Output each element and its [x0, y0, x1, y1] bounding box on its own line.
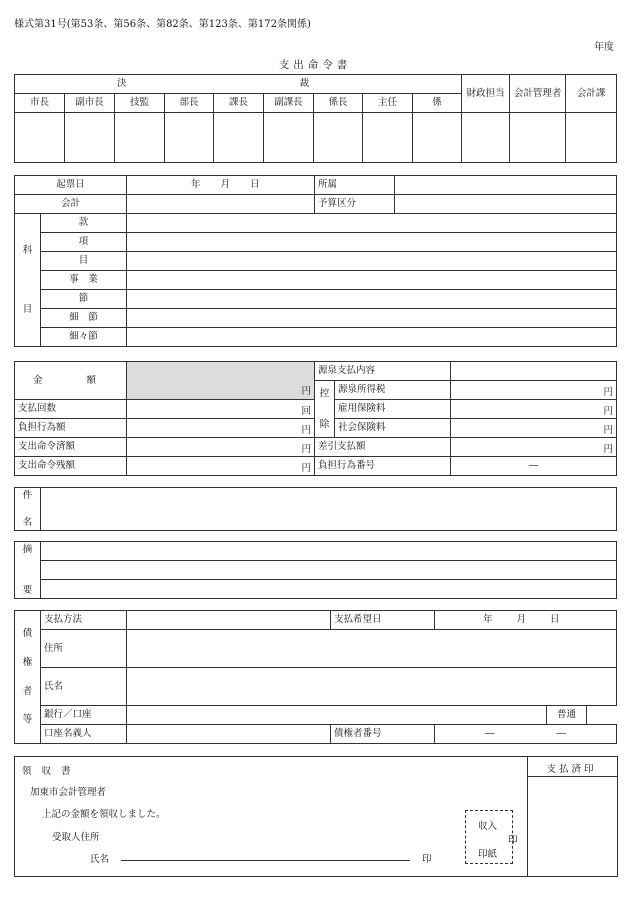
kamoku-field[interactable]: [127, 214, 617, 233]
receipt-to: 加東市会計管理者: [30, 787, 107, 798]
revenue-stamp-seal: 印: [508, 835, 518, 846]
kingaku-field[interactable]: 円: [127, 362, 315, 400]
koyo-hoken-label: 雇用保険料: [335, 400, 451, 419]
shakai-hoken-label: 社会保険料: [335, 419, 451, 438]
seal-box[interactable]: [462, 113, 510, 163]
payment-method-label: 支払方法: [41, 611, 127, 630]
kamoku-item: 細々節: [41, 328, 127, 347]
role-extra-1: 会計管理者: [510, 75, 566, 113]
creditor-no-field[interactable]: ― ―: [435, 725, 617, 744]
meirei-zan-label: 支出命令残額: [15, 457, 127, 476]
seal-box[interactable]: [314, 113, 363, 163]
kamoku-item: 事 業: [41, 271, 127, 290]
seal-box[interactable]: [413, 113, 462, 163]
futan-bango-label: 負担行為番号: [315, 457, 451, 476]
kibou-date-field[interactable]: 年 月 日: [435, 611, 617, 630]
kaikei-field[interactable]: [127, 195, 315, 214]
kamoku-item: 目: [41, 252, 127, 271]
tekiyo-label: 摘 要: [15, 542, 41, 599]
creditor-label: 債 権 者 等: [15, 611, 41, 744]
futsu-label: 普通: [547, 706, 587, 725]
kamoku-item: 細 節: [41, 309, 127, 328]
kamoku-field[interactable]: [127, 328, 617, 347]
kaikei-label: 会計: [15, 195, 127, 214]
kamoku-label: 科 目: [15, 214, 41, 347]
kamoku-field[interactable]: [127, 233, 617, 252]
seal-box[interactable]: [115, 113, 165, 163]
futan-koui-gaku-field[interactable]: 円: [127, 419, 315, 438]
role-5: 副課長: [264, 94, 314, 113]
revenue-stamp-label-1: 収入: [478, 821, 498, 832]
futan-koui-gaku-label: 負担行為額: [15, 419, 127, 438]
sashihiki-label: 差引支払額: [315, 438, 451, 457]
creditor-table: [14, 610, 617, 744]
approval-table: [14, 74, 617, 163]
form-number: 様式第31号(第53条、第56条、第82条、第123条、第172条関係): [14, 19, 311, 30]
account-table: [14, 175, 617, 347]
kihyo-date-field[interactable]: 年 月 日: [127, 176, 315, 195]
kenmei-table: [14, 487, 617, 531]
holder-label: 口座名義人: [41, 725, 127, 744]
bank-label: 銀行／口座: [41, 706, 127, 725]
tekiyo-field[interactable]: [41, 580, 617, 599]
account-number-field[interactable]: [587, 706, 617, 725]
page-title: 支出命令書: [278, 59, 352, 71]
seal-box[interactable]: [65, 113, 115, 163]
kamoku-item: 節: [41, 290, 127, 309]
seal-box[interactable]: [566, 113, 617, 163]
gensen-shotoku-label: 源泉所得税: [335, 381, 451, 400]
kamoku-field[interactable]: [127, 252, 617, 271]
kenmei-label: 件 名: [15, 488, 41, 531]
receipt-title: 領収書: [22, 766, 81, 777]
kamoku-item: 款: [41, 214, 127, 233]
kojo-label: 控 除: [315, 381, 335, 438]
seal-box[interactable]: [264, 113, 314, 163]
seal-box[interactable]: [510, 113, 566, 163]
role-1: 副市長: [65, 94, 115, 113]
koyo-hoken-field[interactable]: 円: [451, 400, 617, 419]
shakai-hoken-field[interactable]: 円: [451, 419, 617, 438]
role-0: 市長: [15, 94, 65, 113]
meirei-zumi-field[interactable]: 円: [127, 438, 315, 457]
creditor-no-label: 債権者番号: [331, 725, 435, 744]
bank-field[interactable]: [127, 706, 547, 725]
role-3: 部長: [165, 94, 214, 113]
holder-field[interactable]: [127, 725, 331, 744]
receipt-text: 上記の金額を領収しました。: [42, 809, 166, 820]
kamoku-field[interactable]: [127, 271, 617, 290]
kamoku-field[interactable]: [127, 290, 617, 309]
kingaku-label: 金 額: [15, 362, 127, 400]
paid-seal-label: 支払済印: [546, 764, 597, 775]
receipt-name-line[interactable]: [121, 860, 410, 861]
address-field[interactable]: [127, 630, 617, 668]
name-field[interactable]: [127, 668, 617, 706]
shiharai-kaisu-label: 支払回数: [15, 400, 127, 419]
kihyo-date-label: 起票日: [15, 176, 127, 195]
receipt-address-label: 受取人住所: [52, 832, 100, 843]
fiscal-year-label: 年度: [594, 42, 614, 53]
kamoku-item: 項: [41, 233, 127, 252]
tekiyo-field[interactable]: [41, 561, 617, 580]
role-7: 主任: [363, 94, 413, 113]
kamoku-field[interactable]: [127, 309, 617, 328]
tekiyo-field[interactable]: [41, 542, 617, 561]
revenue-stamp-label-2: 印紙: [478, 849, 498, 860]
meirei-zan-field[interactable]: 円: [127, 457, 315, 476]
shozoku-label: 所属: [315, 176, 395, 195]
receipt-seal: 印: [422, 854, 432, 865]
sashihiki-field[interactable]: 円: [451, 438, 617, 457]
shiharai-kaisu-field[interactable]: 回: [127, 400, 315, 419]
role-6: 係長: [314, 94, 363, 113]
role-extra-0: 財政担当: [462, 75, 510, 113]
futan-bango-field[interactable]: ―: [451, 457, 617, 476]
yosan-kubun-label: 予算区分: [315, 195, 395, 214]
seal-box[interactable]: [214, 113, 264, 163]
role-8: 係: [413, 94, 462, 113]
address-label: 住所: [41, 630, 127, 668]
seal-box[interactable]: [165, 113, 214, 163]
kenmei-field[interactable]: [41, 488, 617, 531]
name-label: 氏名: [41, 668, 127, 706]
kibou-date-label: 支払希望日: [331, 611, 435, 630]
meirei-zumi-label: 支出命令済額: [15, 438, 127, 457]
payment-method-field[interactable]: [127, 611, 331, 630]
gensen-naiyo-label: 源泉支払内容: [315, 362, 451, 381]
receipt-name-label: 氏名: [90, 854, 110, 865]
seal-box[interactable]: [363, 113, 413, 163]
seal-box[interactable]: [15, 113, 65, 163]
kessai-header: 決 裁: [15, 75, 462, 94]
role-4: 課長: [214, 94, 264, 113]
role-2: 技監: [115, 94, 165, 113]
shozoku-field[interactable]: [395, 176, 617, 195]
gensen-naiyo-field[interactable]: [451, 362, 617, 381]
role-extra-2: 会計課: [566, 75, 617, 113]
tekiyo-table: [14, 541, 617, 599]
amount-table: [14, 361, 617, 476]
gensen-shotoku-field[interactable]: 円: [451, 381, 617, 400]
yosan-kubun-field[interactable]: [395, 195, 617, 214]
